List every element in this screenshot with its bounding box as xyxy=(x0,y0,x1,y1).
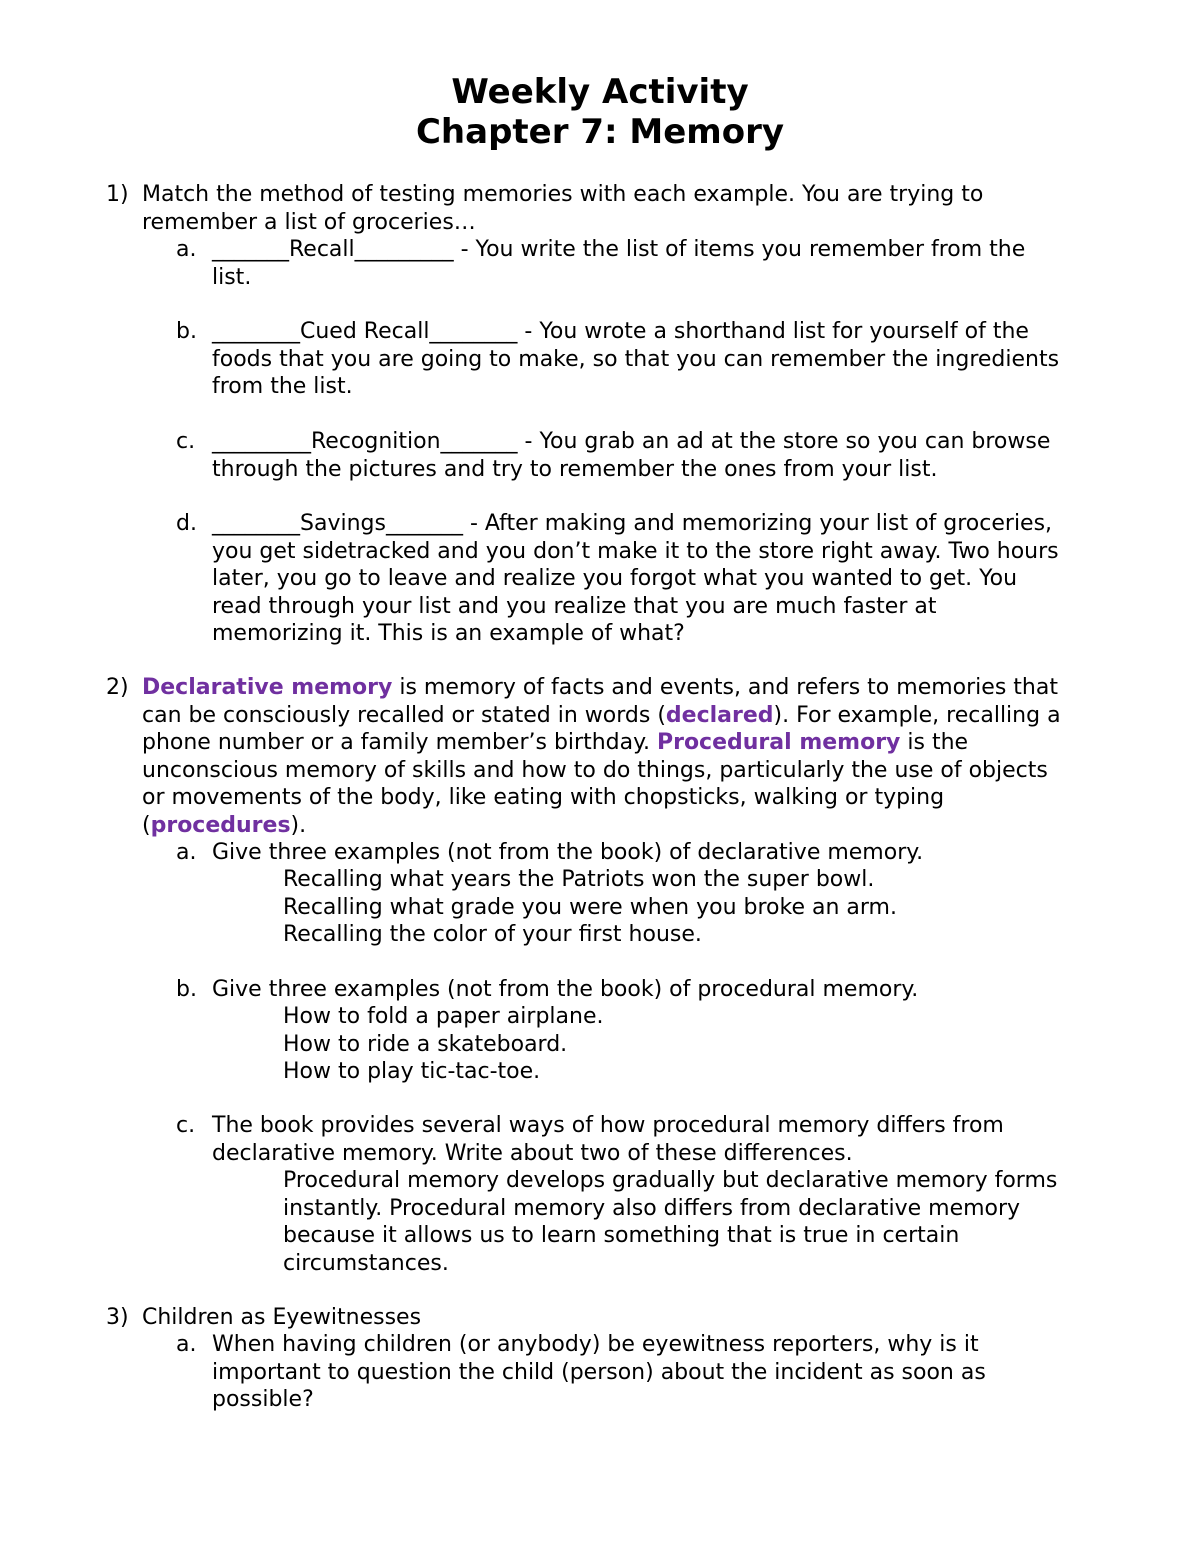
answer-line: How to fold a paper airplane. xyxy=(283,1004,604,1029)
paragraph-line: or movements of the body, like eating with chopsticks, walking or typing xyxy=(142,785,945,810)
question-1-number: 1) xyxy=(106,182,129,207)
answer-line: list. xyxy=(212,264,252,290)
item-2a-question: Give three examples (not from the book) of declarative memory. xyxy=(212,840,924,865)
item-2c-answers xyxy=(283,1167,1057,1277)
paragraph-line xyxy=(142,702,1061,730)
paragraph-line xyxy=(142,674,1061,702)
answer-line: Recalling what years the Patriots won the super bowl. xyxy=(283,867,875,892)
document-subtitle: Chapter 7: Memory xyxy=(415,112,785,152)
question-3-number: 3) xyxy=(106,1305,129,1330)
item-2c-question xyxy=(212,1112,1004,1167)
paragraph-line xyxy=(142,812,1061,840)
answer-line: _______Recall_________ - You write the list of items you remember from the xyxy=(212,237,1026,262)
question-line: The book provides several ways of how procedural memory differs from xyxy=(212,1113,1004,1138)
paragraph-text: ( xyxy=(142,812,151,838)
answer-line: because it allows us to learn something that is true in certain xyxy=(283,1223,960,1248)
term-procedural-memory: Procedural memory xyxy=(656,730,901,755)
question-1-prompt xyxy=(142,181,983,236)
prompt-line: Match the method of testing memories with each example. You are trying to xyxy=(142,182,984,207)
item-3a-text xyxy=(212,1331,986,1414)
item-2b-question: Give three examples (not from the book) of procedural memory. xyxy=(212,977,919,1002)
answer-line: ________Cued Recall________ - You wrote a shorthand list for yourself of the xyxy=(212,319,1029,344)
answer-line: through the pictures and try to remember the ones from your list. xyxy=(212,456,938,482)
question-line: possible? xyxy=(212,1387,314,1412)
paragraph-text: can be consciously recalled or stated in words ( xyxy=(142,702,666,728)
document-title: Weekly Activity xyxy=(451,72,749,112)
item-2c-letter: c. xyxy=(176,1113,196,1138)
answer-line: memorizing it. This is an example of what? xyxy=(212,621,685,646)
answer-line: you get sidetracked and you don’t make it to the store right away. Two hours xyxy=(212,538,1059,564)
answer-line: _________Recognition_______ - You grab an ad at the store so you can browse xyxy=(212,429,1051,454)
term-procedures: procedures xyxy=(150,812,291,838)
item-1c-letter: c. xyxy=(176,429,196,454)
item-2b-letter: b. xyxy=(176,977,197,1002)
answer-line: How to ride a skateboard. xyxy=(283,1031,568,1057)
item-1a-text xyxy=(212,236,1025,291)
paragraph-text: is the xyxy=(900,730,969,755)
paragraph-text: ). xyxy=(290,812,307,838)
answer-line: Recalling what grade you were when you broke an arm. xyxy=(283,894,897,920)
question-line: When having children (or anybody) be eyewitness reporters, why is it xyxy=(212,1332,979,1357)
question-2-paragraph xyxy=(142,674,1061,839)
question-3-heading: Children as Eyewitnesses xyxy=(142,1305,422,1330)
term-declarative-memory: Declarative memory xyxy=(142,675,393,700)
question-line: important to question the child (person) about the incident as soon as xyxy=(212,1359,986,1385)
item-2b-answers xyxy=(283,1003,603,1086)
question-line: declarative memory. Write about two of these differences. xyxy=(212,1140,853,1166)
item-1b-letter: b. xyxy=(176,319,197,344)
paragraph-text: phone number or a family member’s birthday. xyxy=(142,730,657,755)
item-1d-text xyxy=(212,510,1059,648)
item-2a-answers xyxy=(283,866,897,949)
paragraph-text: ). For example, recalling a xyxy=(773,702,1061,728)
answer-line: Procedural memory develops gradually but declarative memory forms xyxy=(283,1168,1058,1193)
answer-line: foods that you are going to make, so that you can remember the ingredients xyxy=(212,346,1060,372)
prompt-line: remember a list of groceries… xyxy=(142,209,476,235)
term-declared: declared xyxy=(665,702,774,728)
question-2-number: 2) xyxy=(106,675,129,700)
answer-line: ________Savings_______ - After making and memorizing your list of groceries, xyxy=(212,511,1053,536)
answer-line: read through your list and you realize that you are much faster at xyxy=(212,593,937,619)
answer-line: How to play tic-tac-toe. xyxy=(283,1059,541,1084)
paragraph-text: is memory of facts and events, and refers to memories that xyxy=(392,675,1058,700)
item-1c-text xyxy=(212,428,1050,483)
answer-line: from the list. xyxy=(212,374,353,399)
item-2a-letter: a. xyxy=(176,840,197,865)
answer-line: Recalling the color of your first house. xyxy=(283,922,702,947)
item-1b-text xyxy=(212,318,1059,401)
answer-line: circumstances. xyxy=(283,1250,449,1276)
item-3a-letter: a. xyxy=(176,1332,197,1357)
item-1d-letter: d. xyxy=(176,511,197,536)
answer-line: instantly. Procedural memory also differs from declarative memory xyxy=(283,1195,1021,1221)
item-1a-letter: a. xyxy=(176,237,197,262)
paragraph-line: unconscious memory of skills and how to do things, particularly the use of objects xyxy=(142,757,1048,783)
paragraph-line xyxy=(142,729,1061,757)
answer-line: later, you go to leave and realize you forgot what you wanted to get. You xyxy=(212,566,1018,591)
